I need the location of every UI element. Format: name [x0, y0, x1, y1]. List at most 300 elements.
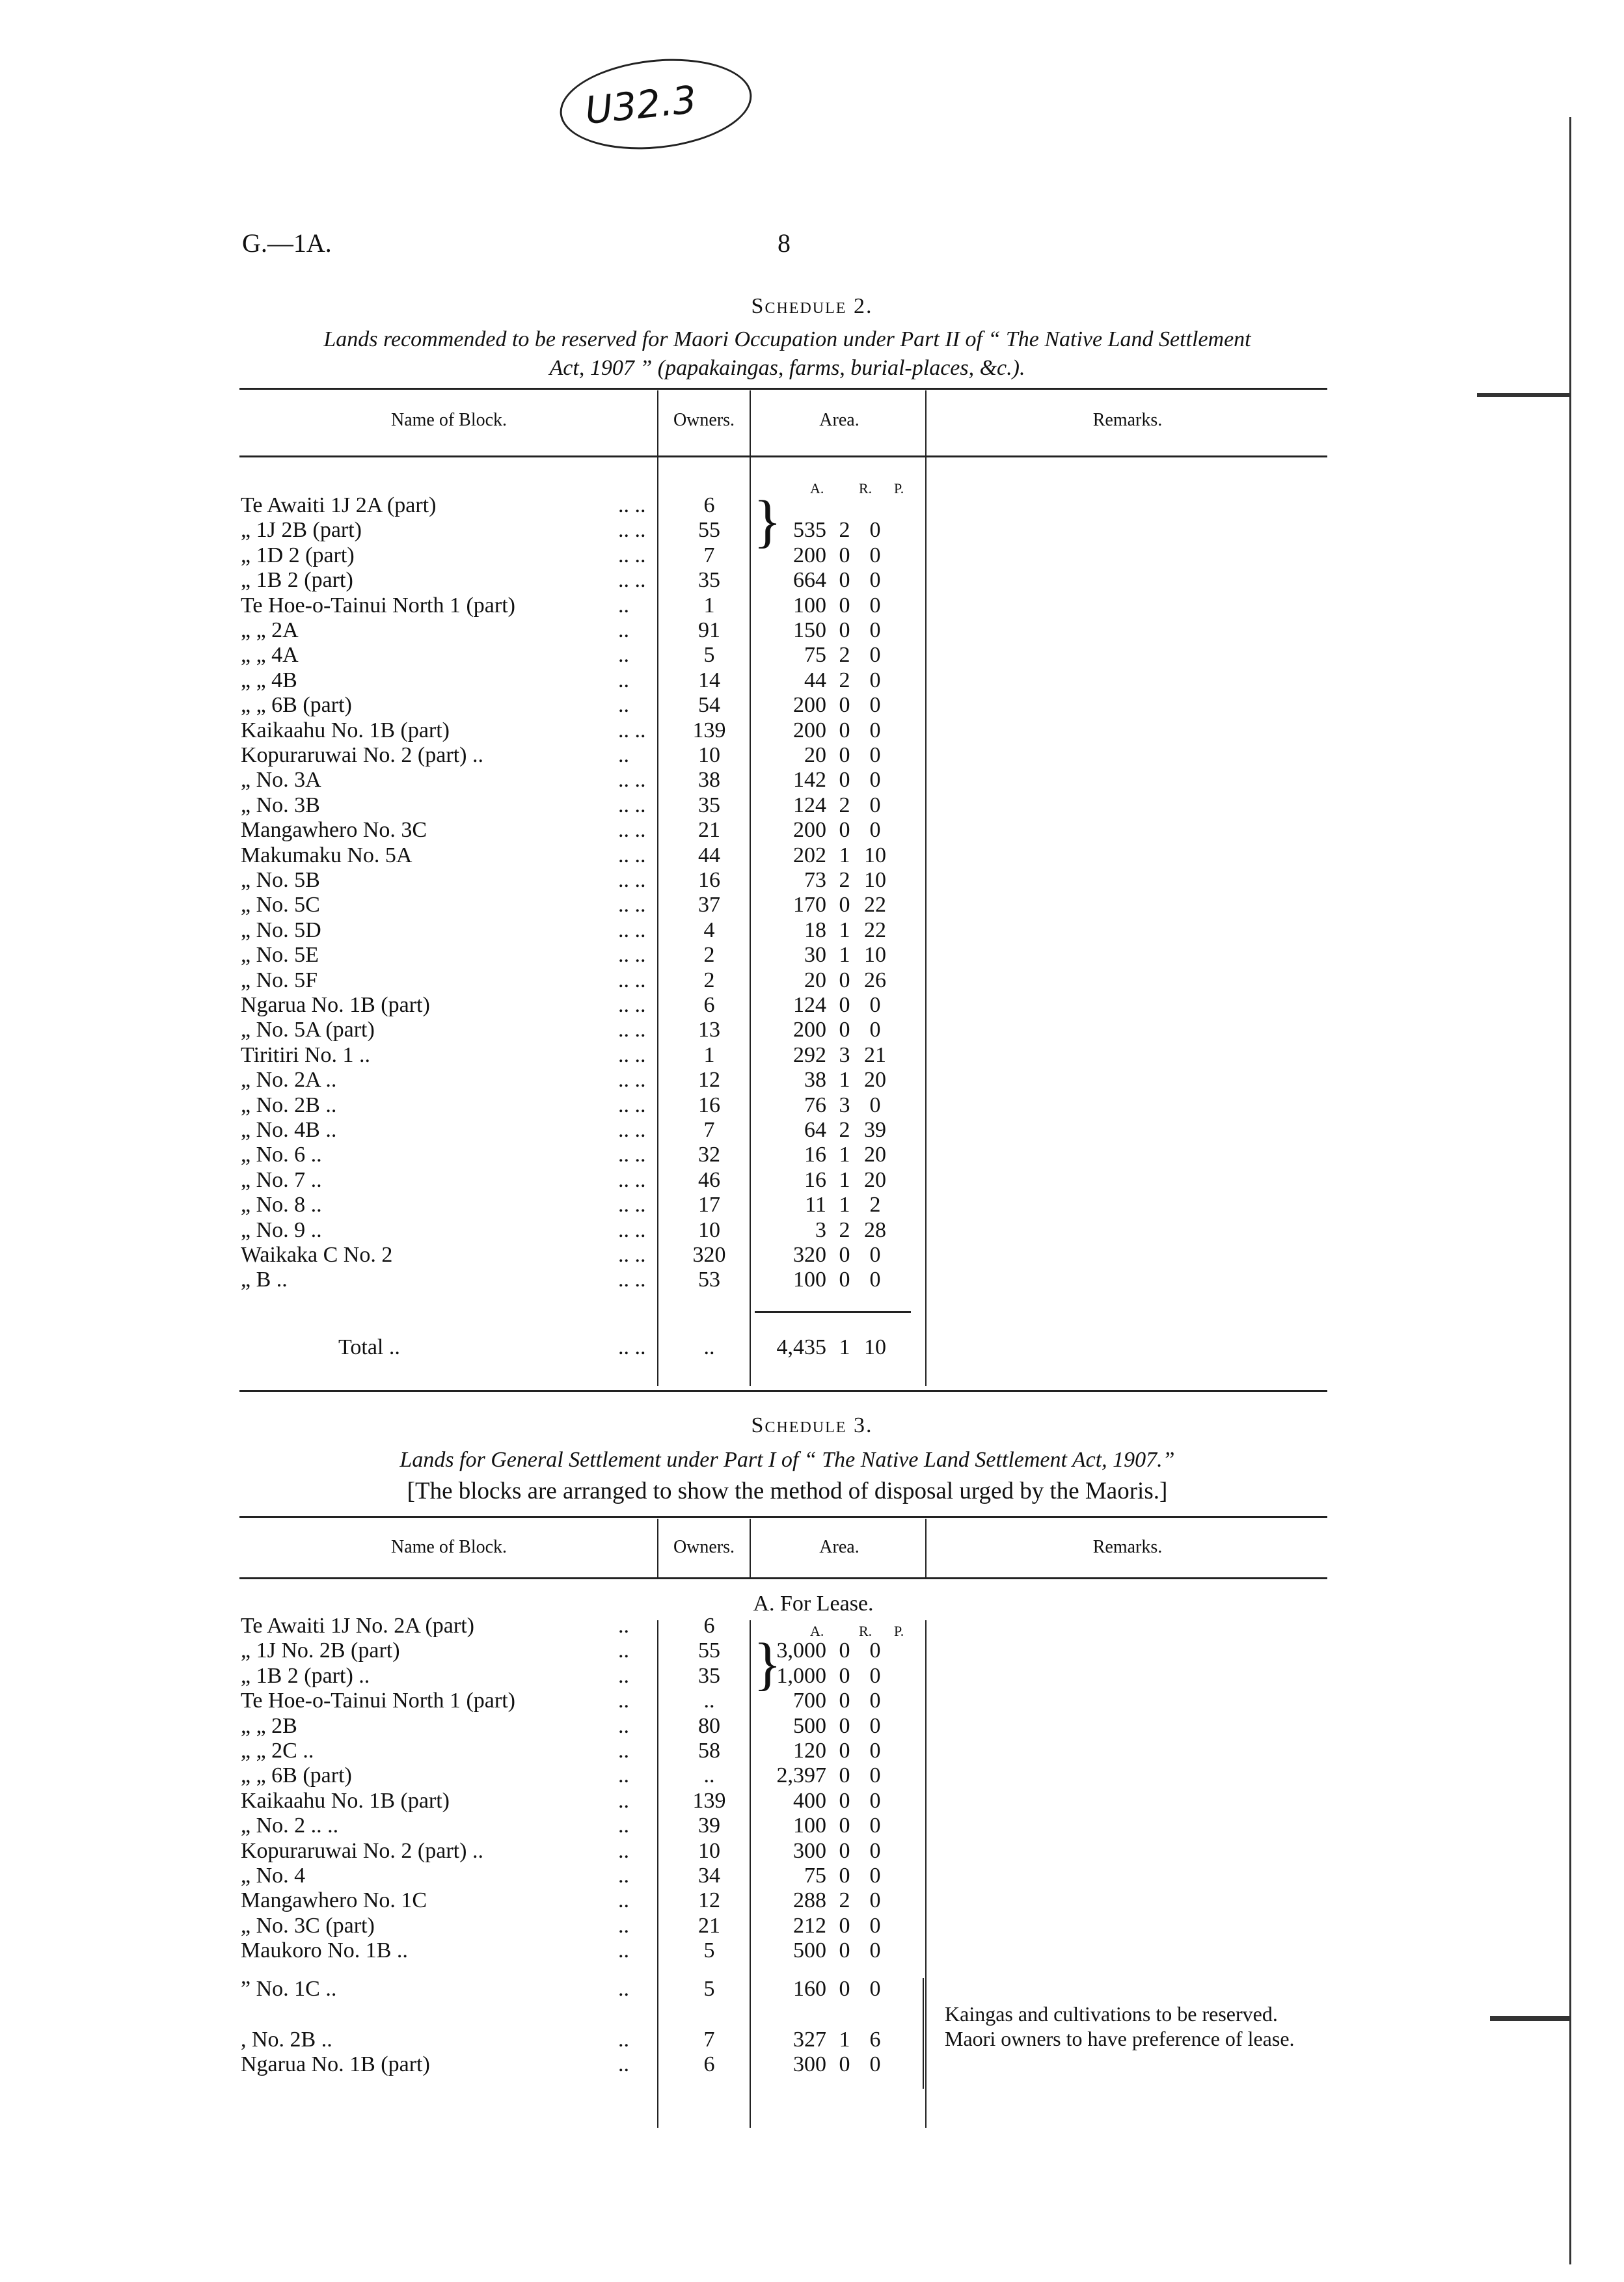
area-roods: 2 [839, 868, 850, 892]
owners-count: 7 [703, 1118, 715, 1142]
area-acres: 292 [793, 1042, 826, 1067]
owners-count: 54 [698, 693, 720, 718]
area-acres: 288 [793, 1888, 826, 1912]
owners-count: 32 [698, 1143, 720, 1167]
area-perches: 0 [869, 718, 881, 742]
unit-acres: A. [810, 1623, 824, 1639]
block-name: „ No. 2B .. [241, 1093, 337, 1117]
owners-count: 139 [692, 718, 726, 742]
area-perches: 0 [869, 1243, 881, 1267]
block-name: Kaikaahu No. 1B (part) [241, 718, 450, 742]
area-perches: 20 [864, 1167, 886, 1192]
block-name: Mangawhero No. 1C [241, 1888, 427, 1912]
owners-count: 55 [698, 1638, 720, 1663]
section-heading: A. For Lease. [753, 1592, 874, 1616]
block-name: „ „ 6B (part) [241, 1763, 352, 1787]
schedule-2-title: Schedule 2. [751, 294, 873, 318]
area-acres: 20 [804, 743, 826, 767]
total-row [241, 1335, 930, 1360]
block-name: „ 1B 2 (part) [241, 568, 353, 593]
dot-leader: .. .. [618, 1143, 646, 1167]
table-bottom-rule [239, 1390, 1327, 1392]
block-name: Kopuraruwai No. 2 (part) .. [241, 743, 483, 767]
dot-leader: .. .. [618, 993, 646, 1017]
area-acres: 100 [793, 1813, 826, 1838]
area-roods: 0 [839, 993, 850, 1017]
dot-leader: .. [618, 618, 629, 642]
unit-perches: P. [894, 1623, 904, 1639]
area-roods: 2 [839, 793, 850, 817]
owners-count: 21 [698, 818, 720, 843]
owners-count: 4 [703, 917, 715, 942]
owners-count: 44 [698, 843, 720, 867]
dot-leader: .. .. [618, 1093, 646, 1117]
area-acres: 320 [793, 1243, 826, 1267]
area-acres: 170 [793, 893, 826, 917]
owners-count: 34 [698, 1864, 720, 1888]
area-acres: 3,000 [776, 1638, 826, 1663]
dot-leader: .. [618, 1714, 629, 1738]
dot-leader: .. [618, 1839, 629, 1863]
dot-leader: .. [618, 693, 629, 718]
owners-count: 2 [703, 968, 715, 992]
area-perches: 0 [869, 643, 881, 668]
area-roods: 1 [839, 917, 850, 942]
dot-leader: .. [618, 2052, 629, 2076]
area-perches: 0 [869, 693, 881, 718]
dot-leader: .. .. [618, 843, 646, 867]
area-roods: 0 [839, 568, 850, 593]
owners-count: 17 [698, 1193, 720, 1217]
dot-leader: .. [618, 1789, 629, 1813]
table-header-rule [239, 455, 1327, 457]
area-roods: 0 [839, 618, 850, 642]
area-perches: 28 [864, 1217, 886, 1242]
block-name: „ 1J No. 2B (part) [241, 1638, 400, 1663]
owners-count: 46 [698, 1167, 720, 1192]
block-name: „ „ 4B [241, 668, 297, 692]
block-name: „ No. 5E [241, 943, 319, 968]
area-acres: 535 [793, 518, 826, 543]
area-roods: 2 [839, 1118, 850, 1142]
area-acres: 160 [793, 1977, 826, 2001]
dot-leader: .. .. [618, 568, 646, 593]
area-acres: 500 [793, 1714, 826, 1738]
owners-count: 35 [698, 793, 720, 817]
dot-leader: .. [618, 2028, 629, 2052]
area-roods: 1 [839, 1068, 850, 1093]
area-roods: 1 [839, 943, 850, 968]
area-roods: 0 [839, 1018, 850, 1042]
dot-leader: .. .. [618, 543, 646, 567]
area-acres: 124 [793, 793, 826, 817]
area-perches: 0 [869, 1664, 881, 1688]
area-perches: 0 [869, 1093, 881, 1117]
remark-text: Kaingas and cultivations to be reserved. Maori owners to have preference of lease. [945, 2002, 1295, 2050]
dot-leader: .. .. [618, 718, 646, 742]
block-name: „ No. 5B [241, 868, 320, 892]
area-acres: 124 [793, 993, 826, 1017]
block-name: „ No. 3B [241, 793, 320, 817]
area-perches: 0 [869, 2052, 881, 2076]
table-row [241, 1789, 930, 1813]
area-perches: 10 [864, 868, 886, 892]
area-roods: 1 [839, 1193, 850, 1217]
owners-count: 16 [698, 1093, 720, 1117]
area-roods: 1 [839, 843, 850, 867]
table-row [241, 1143, 930, 1167]
area-acres: 18 [804, 917, 826, 942]
area-perches: 20 [864, 1068, 886, 1093]
area-perches: 0 [869, 1914, 881, 1938]
block-name: Te Hoe-o-Tainui North 1 (part) [241, 1689, 515, 1713]
area-roods: 0 [839, 1789, 850, 1813]
area-roods: 0 [839, 743, 850, 767]
block-name: Te Awaiti 1J No. 2A (part) [241, 1614, 474, 1638]
area-acres: 150 [793, 618, 826, 642]
schedule-3-caption: Lands for General Settlement under Part I of “ The Native Land Settlement Act, 1907.” [399, 1448, 1175, 1472]
owners-count: 2 [703, 943, 715, 968]
owners-count: 13 [698, 1018, 720, 1042]
dot-leader: .. [618, 1977, 629, 2001]
block-name: „ No. 3A [241, 768, 321, 793]
total-roods: 1 [839, 1335, 850, 1359]
table-row [241, 518, 930, 543]
area-acres: 1,000 [776, 1664, 826, 1688]
area-roods: 0 [839, 1739, 850, 1763]
area-acres: 44 [804, 668, 826, 692]
table-row [241, 743, 930, 768]
document-reference: G.—1A. [242, 228, 332, 258]
block-name: „ No. 4B .. [241, 1118, 337, 1142]
area-perches: 0 [869, 1689, 881, 1713]
block-name: Makumaku No. 5A [241, 843, 413, 867]
area-perches: 0 [869, 1763, 881, 1787]
table-row [241, 1864, 930, 1888]
area-acres: 73 [804, 868, 826, 892]
area-perches: 2 [869, 1193, 881, 1217]
block-name: „ No. 2A .. [241, 1068, 337, 1093]
area-roods: 0 [839, 1664, 850, 1688]
area-acres: 500 [793, 1938, 826, 1963]
column-divider [925, 1519, 927, 1577]
owners-count: 58 [698, 1739, 720, 1763]
area-acres: 200 [793, 818, 826, 843]
area-acres: 142 [793, 768, 826, 793]
block-name: „ No. 3C (part) [241, 1914, 375, 1938]
table-row [241, 693, 930, 718]
table-row [241, 968, 930, 993]
area-perches: 0 [869, 1839, 881, 1863]
area-perches: 0 [869, 518, 881, 543]
owners-count: .. [703, 1689, 715, 1713]
area-perches: 0 [869, 1813, 881, 1838]
owners-count: .. [703, 1763, 715, 1787]
area-acres: 64 [804, 1118, 826, 1142]
area-acres: 120 [793, 1739, 826, 1763]
area-acres: 76 [804, 1093, 826, 1117]
table-row [241, 1118, 930, 1143]
area-roods: 2 [839, 643, 850, 668]
area-roods: 0 [839, 693, 850, 718]
dot-leader: .. [618, 593, 629, 618]
table-row [241, 793, 930, 818]
block-name: „ „ 4A [241, 643, 299, 668]
table-row [241, 1914, 930, 1938]
unit-roods: R. [859, 480, 873, 496]
dot-leader: .. [618, 1739, 629, 1763]
table-row [241, 1068, 930, 1093]
area-roods: 0 [839, 1714, 850, 1738]
area-roods: 0 [839, 1268, 850, 1292]
block-name: „ B .. [241, 1268, 288, 1292]
area-roods: 0 [839, 1864, 850, 1888]
area-roods: 2 [839, 1888, 850, 1912]
area-perches: 0 [869, 1714, 881, 1738]
table-row [241, 718, 930, 743]
dot-leader: .. .. [618, 493, 646, 517]
area-acres: 75 [804, 1864, 826, 1888]
block-name: „ No. 8 .. [241, 1193, 322, 1217]
area-acres: 75 [804, 643, 826, 668]
dot-leader: .. .. [618, 1243, 646, 1267]
column-header-remarks: Remarks. [1092, 410, 1163, 430]
table-row [241, 543, 930, 568]
block-name: ” No. 1C .. [241, 1977, 337, 2001]
block-name: „ 1B 2 (part) .. [241, 1664, 370, 1688]
area-roods: 3 [839, 1093, 850, 1117]
owners-count: 38 [698, 768, 720, 793]
block-name: „ No. 5A (part) [241, 1018, 375, 1042]
dot-leader: .. [618, 1689, 629, 1713]
table-row [241, 1614, 930, 1638]
table-row [241, 1739, 930, 1763]
table-row [241, 643, 930, 668]
area-acres: 400 [793, 1789, 826, 1813]
area-roods: 0 [839, 1763, 850, 1787]
column-header-remarks: Remarks. [1092, 1537, 1163, 1557]
column-divider [750, 1519, 751, 1577]
area-acres: 200 [793, 693, 826, 718]
margin-mark [1490, 2016, 1571, 2021]
table-row [241, 668, 930, 693]
area-acres: 700 [793, 1689, 826, 1713]
area-perches: 0 [869, 1638, 881, 1663]
table-row [241, 993, 930, 1018]
block-name: „ No. 7 .. [241, 1167, 322, 1192]
table-row [241, 843, 930, 868]
unit-roods: R. [859, 1623, 873, 1639]
owners-count: 320 [692, 1243, 726, 1267]
table-row [241, 768, 930, 793]
area-perches: 22 [864, 893, 886, 917]
table-row [241, 493, 930, 518]
dot-leader: .. .. [618, 1118, 646, 1142]
area-roods: 0 [839, 718, 850, 742]
archive-stamp [556, 50, 757, 158]
dot-leader: .. .. [618, 917, 646, 942]
caption-line: Lands recommended to be reserved for Maori Occupation under Part II of “ The Native Land Settlement [323, 327, 1251, 351]
area-perches: 0 [869, 1938, 881, 1963]
block-name: „ No. 6 .. [241, 1143, 322, 1167]
area-perches: 26 [864, 968, 886, 992]
owners-count: 6 [703, 993, 715, 1017]
table-row [241, 918, 930, 943]
table-row [241, 593, 930, 618]
total-acres: 4,435 [776, 1335, 826, 1359]
area-perches: 21 [864, 1042, 886, 1067]
dot-leader: .. .. [618, 943, 646, 968]
dot-leader: .. .. [618, 768, 646, 793]
area-roods: 0 [839, 768, 850, 793]
owners-count: 5 [703, 1977, 715, 2001]
table-row [241, 1763, 930, 1788]
area-roods: 2 [839, 518, 850, 543]
area-acres: 3 [815, 1217, 826, 1242]
table-row [241, 943, 930, 968]
dot-leader: .. .. [618, 818, 646, 843]
area-perches: 0 [869, 543, 881, 567]
dot-leader: .. .. [618, 1068, 646, 1093]
area-acres: 200 [793, 543, 826, 567]
owners-count: 10 [698, 1217, 720, 1242]
dot-leader: .. [618, 643, 629, 668]
area-roods: 2 [839, 668, 850, 692]
owners-count: 6 [703, 2052, 715, 2076]
area-acres: 200 [793, 718, 826, 742]
area-roods: 0 [839, 818, 850, 843]
owners-count: 6 [703, 1614, 715, 1638]
area-acres: 30 [804, 943, 826, 968]
area-roods: 3 [839, 1042, 850, 1067]
area-perches: 0 [869, 1789, 881, 1813]
area-perches: 39 [864, 1118, 886, 1142]
area-roods: 0 [839, 2052, 850, 2076]
area-roods: 0 [839, 1243, 850, 1267]
table-row [241, 1168, 930, 1193]
owners-count: 53 [698, 1268, 720, 1292]
dot-leader: .. [618, 1864, 629, 1888]
owners-count: 10 [698, 743, 720, 767]
dot-leader: .. [618, 1888, 629, 1912]
table-row [241, 618, 930, 643]
area-roods: 2 [839, 1217, 850, 1242]
owners-count: 55 [698, 518, 720, 543]
owners-count: 1 [703, 593, 715, 618]
area-perches: 0 [869, 618, 881, 642]
block-name: „ No. 4 [241, 1864, 306, 1888]
owners-count: 12 [698, 1068, 720, 1093]
block-name: Ngarua No. 1B (part) [241, 2052, 430, 2076]
area-roods: 0 [839, 1689, 850, 1713]
area-perches: 6 [869, 2028, 881, 2052]
dot-leader: .. .. [618, 793, 646, 817]
owners-count: 5 [703, 643, 715, 668]
table-row [241, 818, 930, 843]
block-name: Waikaka C No. 2 [241, 1243, 393, 1267]
area-perches: 0 [869, 993, 881, 1017]
owners-count: 5 [703, 1938, 715, 1963]
dot-leader: .. .. [618, 1268, 646, 1292]
table-row [241, 1218, 930, 1243]
schedule-3-title: Schedule 3. [751, 1413, 873, 1437]
area-perches: 22 [864, 917, 886, 942]
table-row [241, 1638, 930, 1663]
area-acres: 2,397 [776, 1763, 826, 1787]
block-name: „ No. 5D [241, 917, 321, 942]
table-row [241, 1243, 930, 1268]
dot-leader: .. .. [618, 518, 646, 543]
owners-count: 35 [698, 568, 720, 593]
row-brace: } [753, 489, 782, 554]
table-row [241, 1268, 930, 1292]
dot-leader: .. [618, 668, 629, 692]
dot-leader: .. .. [618, 1167, 646, 1192]
table-row [241, 568, 930, 593]
block-name: „ „ 2B [241, 1714, 297, 1738]
total-owners: .. [703, 1335, 715, 1359]
table-header-rule [239, 1577, 1327, 1579]
area-perches: 0 [869, 768, 881, 793]
table-row [241, 868, 930, 893]
block-name: Kaikaahu No. 1B (part) [241, 1789, 450, 1813]
dot-leader: .. [618, 1763, 629, 1787]
block-name: „ „ 2A [241, 618, 299, 642]
table-row [241, 1193, 930, 1217]
block-name: „ No. 5C [241, 893, 320, 917]
area-perches: 10 [864, 843, 886, 867]
area-roods: 0 [839, 1638, 850, 1663]
table-row [241, 1689, 930, 1713]
area-roods: 0 [839, 1914, 850, 1938]
block-name: „ 1D 2 (part) [241, 543, 355, 567]
block-name: „ No. 5F [241, 968, 318, 992]
dot-leader: .. .. [618, 1042, 646, 1067]
owners-count: 39 [698, 1813, 720, 1838]
owners-count: 80 [698, 1714, 720, 1738]
table-row [241, 1043, 930, 1068]
block-name: Ngarua No. 1B (part) [241, 993, 430, 1017]
area-acres: 20 [804, 968, 826, 992]
area-acres: 327 [793, 2028, 826, 2052]
area-acres: 16 [804, 1143, 826, 1167]
dot-leader: .. .. [618, 968, 646, 992]
area-perches: 0 [869, 1888, 881, 1912]
block-name: , No. 2B .. [241, 2028, 332, 2052]
area-roods: 1 [839, 1167, 850, 1192]
owners-count: 35 [698, 1664, 720, 1688]
block-name: Te Awaiti 1J 2A (part) [241, 493, 437, 517]
dot-leader: .. [618, 1938, 629, 1963]
area-acres: 11 [805, 1193, 826, 1217]
margin-mark [1477, 393, 1571, 397]
block-name: Maukoro No. 1B .. [241, 1938, 408, 1963]
total-label: Total .. [338, 1335, 400, 1359]
row-brace: } [753, 1632, 782, 1696]
unit-acres: A. [810, 480, 824, 496]
area-roods: 1 [839, 2028, 850, 2052]
area-roods: 0 [839, 893, 850, 917]
table-row [241, 1018, 930, 1042]
dot-leader: .. [618, 1664, 629, 1688]
block-name: „ „ 2C .. [241, 1739, 314, 1763]
schedule-2-caption [241, 325, 1334, 383]
dot-leader: .. .. [618, 868, 646, 892]
table-row [241, 2028, 930, 2052]
owners-count: 91 [698, 618, 720, 642]
caption-line: Act, 1907 ” (papakaingas, farms, burial-places, &c.). [549, 356, 1025, 380]
area-acres: 300 [793, 2052, 826, 2076]
